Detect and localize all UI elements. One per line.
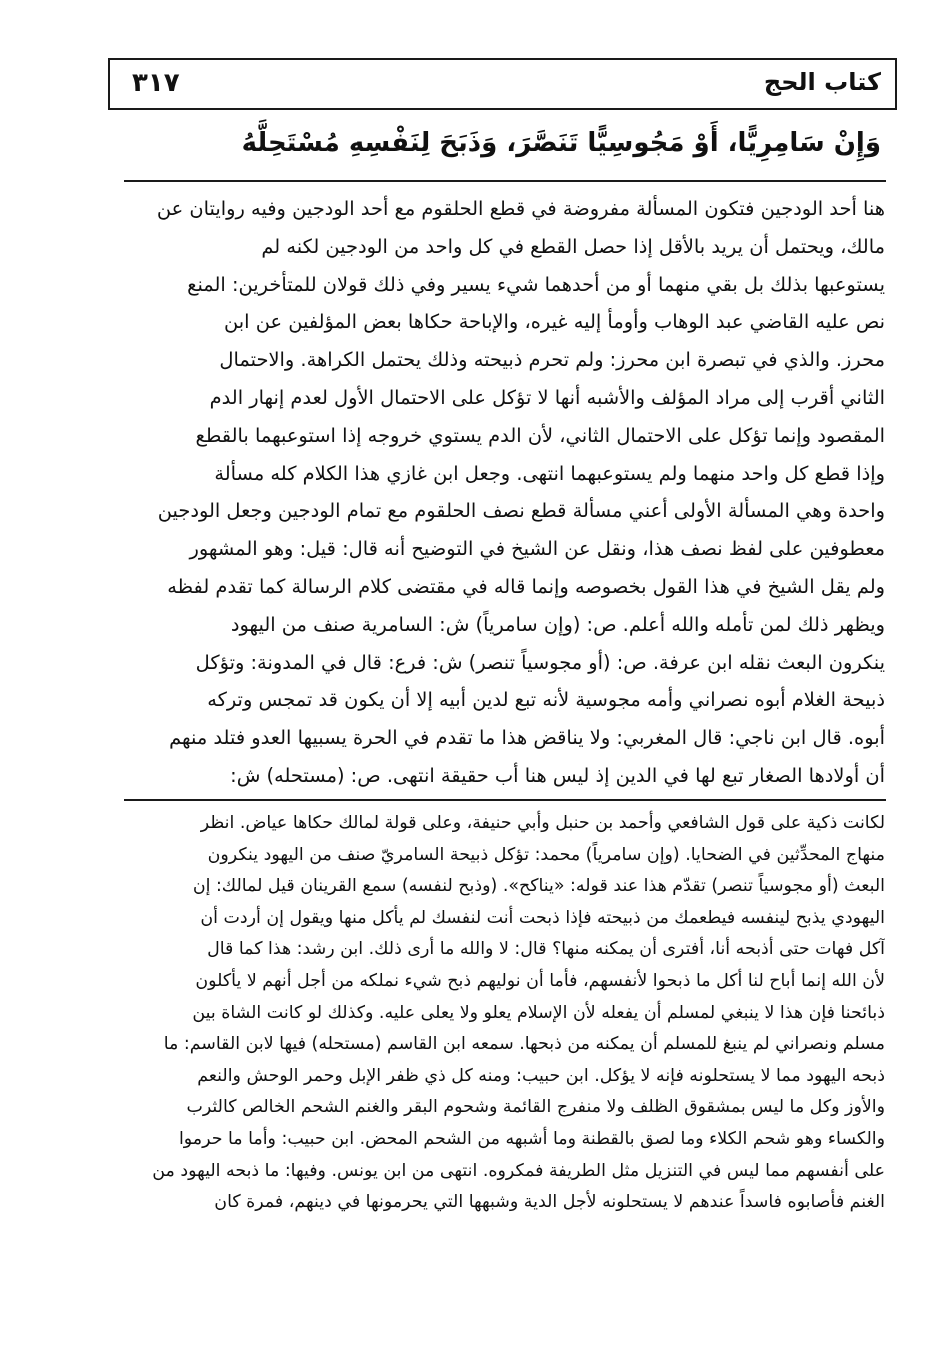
commentary-line: ويظهر ذلك لمن تأمله والله أعلم. ص: (وإن سامرياً) ش: السامرية صنف من اليهود bbox=[230, 612, 885, 636]
footnote-line: والكساء وهو شحم الكلاء وما لصق بالقطنة وما أشبهه من الشحم المحض. ابن حبيب: وأما ما حرموا bbox=[178, 1128, 885, 1149]
divider-top bbox=[124, 180, 886, 182]
footnote-line: ذبائحنا فإن هذا لا ينبغي لمسلم أن يفعله لأن الإسلام يعلو ولا يعلى عليه. وكذلك لو كانت الشاة بين bbox=[192, 1002, 885, 1023]
footnote-line: مسلم ونصراني لم ينبغ للمسلم أن يمكنه من ذبحها. سمعه ابن القاسم (مستحله) فيها لابن القاسم: ما bbox=[163, 1034, 885, 1055]
commentary-line: وإذا قطع كل واحد منهما ولم يستوعبهما انتهى. وجعل ابن غازي هذا الكلام كله مسألة bbox=[214, 461, 885, 485]
commentary-line: معطوفين على لفظ نصف هذا، ونقل عن الشيخ في التوضيح أنه قال: قيل: وهو المشهور bbox=[189, 537, 885, 561]
commentary-line: أن أولادها الصغار تبع لها في الدين إذ ليس هنا أب حقيقة انتهى. ص: (مستحله) ش: bbox=[230, 763, 885, 787]
commentary-line: محرز. والذي في تبصرة ابن محرز: ولم تحرم ذبيحته وذلك يحتمل الكراهة. والاحتمال bbox=[219, 348, 885, 372]
commentary-body bbox=[125, 190, 885, 795]
commentary-line: مالك، ويحتمل أن يريد بالأقل إذا حصل القطع في كل واحد من الودجين لكنه لم bbox=[261, 234, 885, 258]
main-text-matn: وَإِنْ سَامِرِيًّا، أَوْ مَجُوسِيًّا تَنَصَّرَ، وَذَبَحَ لِنَفْسِهِ مُسْتَحِلَّهُ bbox=[241, 128, 881, 158]
page-number: ٣١٧ bbox=[132, 68, 180, 98]
chapter-title: كتاب الحج bbox=[763, 68, 881, 96]
commentary-line: نص عليه القاضي عبد الوهاب وأومأ إليه غيره، والإباحة حكاها بعض المؤلفين عن ابن bbox=[224, 310, 885, 334]
commentary-line: يستوعبها بذلك بل بقي منهما أو من أحدهما شيء يسير وفي ذلك قولان للمتأخرين: المنع bbox=[187, 272, 885, 296]
commentary-line: المقصود وإنما تؤكل على الاحتمال الثاني، لأن الدم يستوي خروجه إذا استوعبهما بالقطع bbox=[195, 423, 885, 447]
footnote-line: اليهودي يذبح لينفسه فيطعمك من ذبيحته فإذا ذبحت أنت لنفسك لم يأكل منها ويقول إن أردت أن bbox=[200, 907, 885, 928]
commentary-line: ينكرون البعث نقله ابن عرفة. ص: (أو مجوسياً تنصر) ش: فرع: قال في المدونة: وتؤكل bbox=[195, 650, 885, 674]
commentary-line: الثاني أقرب إلى مراد المؤلف والأشبه أنها لا تؤكل على الاحتمال الأول لعدم إنهار الدم bbox=[209, 385, 885, 409]
footnote-line: لكانت ذكية على قول الشافعي وأحمد بن حنبل وأبي حنيفة، وعلى قولة لمالك حكاها عياض. انظر bbox=[200, 813, 885, 833]
footnote-line: لأن الله إنما أباح لنا أكل ما ذبحوا لأنفسهم، فأما أن نوليهم ذبح شيء نملكه من أجل أنهم لا يأكلون bbox=[195, 970, 885, 991]
divider-footnotes bbox=[124, 799, 886, 801]
footnote-line: على أنفسهم مما ليس في التنزيل مثل الطريفة فمكروه. انتهى من ابن يونس. وفيها: ما ذبحه اليهود من bbox=[152, 1160, 885, 1181]
footnote-line: الغنم فأصابوه فاسداً عندهم لا يستحلونه لأجل الدية وشبهها التي يحرمونها في دينهم، فمرة كان bbox=[214, 1192, 885, 1213]
footnote-line: منهاج المحدِّثين في الضحايا. (وإن سامرياً) محمد: تؤكل ذبيحة السامريّ صنف من اليهود ينكرون bbox=[207, 844, 885, 865]
running-header bbox=[108, 58, 897, 110]
commentary-line: أبوه. قال ابن ناجي: قال المغربي: ولا يناقض هذا ما تقدم في الحرة يسبيها العدو فتلد منهم bbox=[169, 726, 885, 750]
footnote-line: ذبحه اليهود مما لا يستحلونه فإنه لا يؤكل. ابن حبيب: ومنه كل ذي ظفر الإبل وحمر الوحش والنعم bbox=[197, 1065, 885, 1086]
footnote-line: البعث (أو مجوسياً تنصر) تقدّم هذا عند قوله: «يناكح». (وذبح لنفسه) سمع القرينان قيل لمالك: إن bbox=[192, 876, 885, 897]
commentary-line: ذبيحة الغلام أبوه نصراني وأمه مجوسية لأنه تبع لدين أبيه إلا أن يكون قد تمجس وتركه bbox=[207, 688, 885, 712]
footnote-line: والأوز وكل ما ليس بمشقوق الظلف ولا منفرج القائمة وشحوم البقر والغنم الشحم الخالص كالثرب bbox=[186, 1097, 885, 1118]
commentary-line: واحدة وهي المسألة الأولى أعني مسألة قطع نصف الحلقوم مع تمام الودجين وجعل الودجين bbox=[157, 499, 885, 523]
commentary-line: هنا أحد الودجين فتكون المسألة مفروضة في قطع الحلقوم مع أحد الودجين وفيه روايتان عن bbox=[156, 197, 885, 220]
commentary-line: ولم يقل الشيخ في هذا القول بخصوصه وإنما قاله في مقتضى كلام الرسالة كما تقدم لفظه bbox=[167, 574, 885, 598]
footnotes-body bbox=[123, 808, 885, 1219]
footnote-line: آكل فهات حتى أذبحه أنا، أفترى أن يمكنه منها؟ قال: لا والله ما أرى ذلك. ابن رشد: هذا كما قال bbox=[207, 939, 885, 960]
